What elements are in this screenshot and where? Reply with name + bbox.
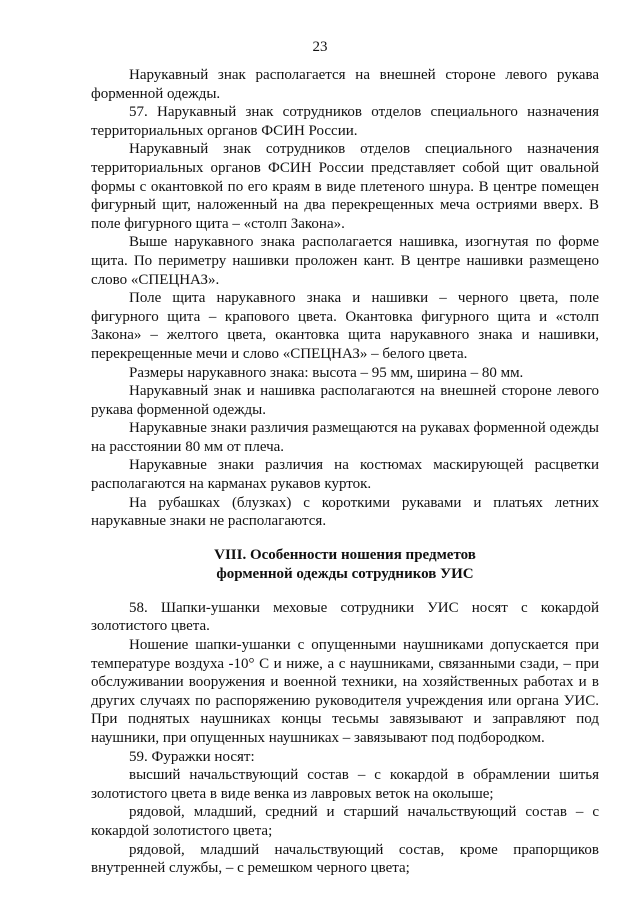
paragraph: На рубашках (блузках) с короткими рукавами и платьях летних нарукавные знаки не располагаются. [91, 494, 599, 530]
section-heading-line-2: форменной одежды сотрудников УИС [216, 565, 474, 582]
paragraph: рядовой, младший начальствующий состав, кроме прапорщиков внутренней службы, – с ремешком черного цвета; [91, 841, 599, 877]
paragraph: 57. Нарукавный знак сотрудников отделов специального назначения территориальных органов ФСИН России. [91, 104, 599, 139]
paragraph: рядовой, младший, средний и старший начальствующий состав – с кокардой золотистого цвета; [91, 804, 599, 839]
paragraph: Нарукавный знак и нашивка располагаются на внешней стороне левого рукава форменной одежды. [91, 383, 599, 418]
paragraph-block-sleeve-insignia [91, 66, 599, 531]
page-number: 23 [312, 39, 328, 55]
paragraph: Выше нарукавного знака располагается нашивка, изогнутая по форме щита. По периметру нашивки проложен кант. В центре нашивки размещено слово «СПЕЦНАЗ». [91, 234, 599, 288]
document-body [91, 66, 599, 878]
section-heading-line-1: VIII. Особенности ношения предметов [214, 546, 476, 563]
paragraph: Нарукавный знак располагается на внешней стороне левого рукава форменной одежды. [91, 67, 599, 102]
section-heading [91, 546, 599, 584]
paragraph: Нарукавный знак сотрудников отделов специального назначения территориальных органов ФСИН России представляет собой щит овальной формы с окантовкой по его краям в виде плетеного шнура. В центре помещен фигурный щит, наложенный на два перекрещенных меча остриями вверх. В поле фигурного щита – «столп Закона». [91, 141, 599, 232]
paragraph: 58. Шапки-ушанки меховые сотрудники УИС носят с кокардой золотистого цвета. [91, 599, 599, 635]
paragraph: Ношение шапки-ушанки с опущенными наушниками допускается при температуре воздуха -10° С и ниже, а с наушниками, связанными сзади, – при обслуживании вооружения и военной техники, на хозяйственных работах и в других случаях по распоряжению руководителя учреждения или органа УИС. При поднятых наушниках концы тесьмы завязывают и заправляют под наушники, при опущенных наушниках – завязывают под подбородком. [91, 637, 599, 746]
paragraph-block-headwear [91, 599, 599, 878]
paragraph: 59. Фуражки носят: [129, 748, 255, 765]
paragraph: Нарукавные знаки различия размещаются на рукавах форменной одежды на расстоянии 80 мм от плеча. [91, 420, 599, 455]
paragraph: Нарукавные знаки различия на костюмах маскирующей расцветки располагаются на карманах рукавов курток. [91, 457, 599, 493]
paragraph: Поле щита нарукавного знака и нашивки – черного цвета, поле фигурного щита – крапового цвета. Окантовка фигурного щита и «столп Закона» – желтого цвета, окантовка щита нарукавного знака и нашивки, перекрещенные мечи и слово «СПЕЦНАЗ» – белого цвета. [91, 290, 599, 362]
paragraph: Размеры нарукавного знака: высота – 95 мм, ширина – 80 мм. [129, 364, 524, 381]
paragraph: высший начальствующий состав – с кокардой в обрамлении шитья золотистого цвета в виде венка из лавровых веток на околыше; [91, 767, 599, 802]
